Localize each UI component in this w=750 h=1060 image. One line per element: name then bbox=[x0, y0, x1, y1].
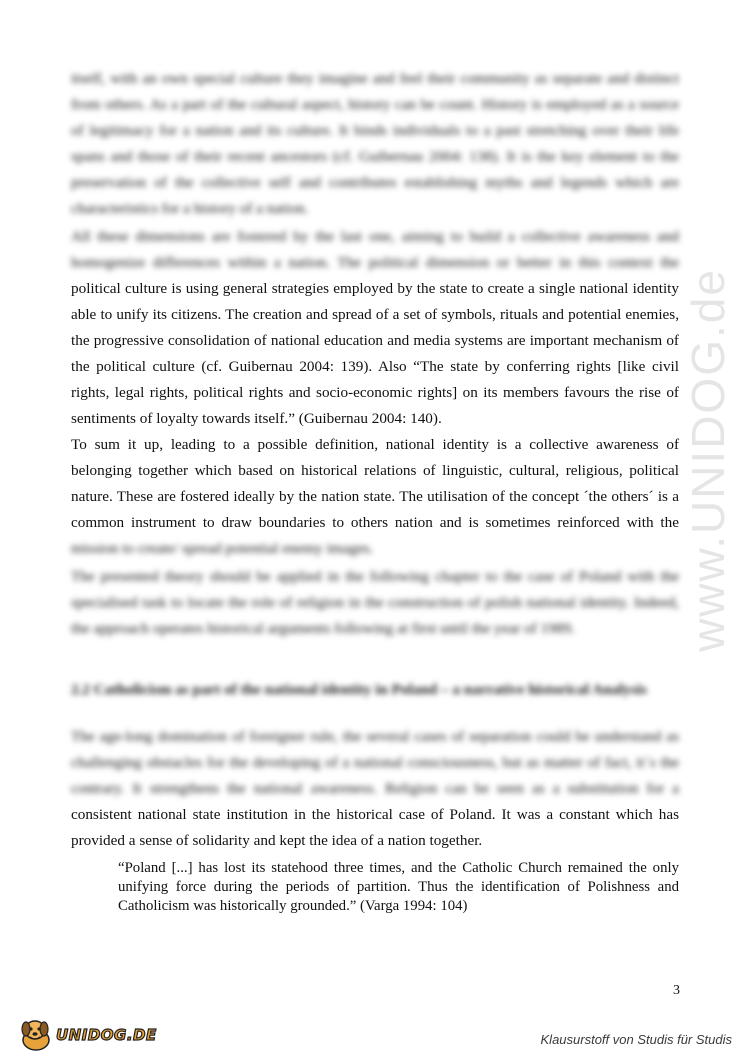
paragraph-political-dimension bbox=[71, 224, 679, 432]
paragraph-summary bbox=[71, 432, 679, 562]
page-number: 3 bbox=[673, 983, 680, 998]
political-culture-text: political culture is using general strategies employed by the state to create a single national identity able to unify its citizens. The creation and spread of a set of symbols, rituals and potential enemies, the progressive consolidation of national education and media systems are important mechanism of the political culture (cf. Guibernau 2004: 139). Also “The state by conferring rights [like civil rights, legal rights, political rights and socio-economic rights] on its members favours the rise of sentiments of loyalty towards itself.” (Guibernau 2004: 140). bbox=[71, 280, 679, 427]
blurred-paragraph-theory: The presented theory should be applied in the following chapter to the case of Poland with the specialised task to locate the role of religion in the construction of polish national identity. Indeed, the approach operates historical arguments following at first until the year of 1989. bbox=[71, 568, 679, 637]
section-heading: 2.2 Catholicism as part of the national identity in Poland – a narrative historical Analysis bbox=[71, 681, 647, 698]
blurred-body-intro: The age-long domination of foreigner rule, the several cases of separation could be understand as challenging obstacles for the developing of a national consciousness, but as matter of fact, it´s the contrary. It strengthens the national awareness. Religion can be seen as a substitution for a bbox=[71, 728, 679, 797]
footer-tagline: Klausurstoff von Studis für Studis bbox=[540, 1032, 732, 1047]
dog-mascot-icon bbox=[16, 1018, 56, 1052]
blurred-paragraph-history: itself, with an own special culture they imagine and feel their community as separate and distinct from others. As a part of the cultural aspect, history can be count. History is employed as a source of legitimacy for a nation and its culture. It binds individuals to a past stretching over their life spans and those of their recent ancestors (cf. Guibernau 2004: 138). It is the key element to the preservation of the collective self and contributes establishing myths and legends which are characteristics for a history of a nation. bbox=[71, 70, 679, 217]
watermark-text: www.UNIDOG.de bbox=[682, 268, 734, 652]
blurred-political-intro: All these dimensions are fostered by the last one, aiming to build a collective awareness and homogenize differences within a nation. The political dimension or better in this context the bbox=[71, 228, 679, 271]
blurred-summary-end: mission to create/ spread potential enemy images. bbox=[71, 540, 374, 557]
unidog-logo[interactable] bbox=[16, 1018, 166, 1052]
block-quote: “Poland [...] has lost its statehood three times, and the Catholic Church remained the only unifying force during the periods of partition. Thus the identification of Polishness and Catholicism was historically grounded.” (Varga 1994: 104) bbox=[118, 860, 679, 914]
summary-text: To sum it up, leading to a possible definition, national identity is a collective awareness of belonging together which based on historical relations of linguistic, cultural, religious, political nature. These are fostered ideally by the nation state. The utilisation of the concept ´the others´ is a common instrument to draw boundaries to others nation and is sometimes reinforced with the bbox=[71, 436, 679, 531]
paragraph-catholicism bbox=[71, 724, 679, 854]
logo-text: UNIDOG.DE bbox=[56, 1026, 157, 1044]
body-text: consistent national state institution in the historical case of Poland. It was a constant which has provided a sense of solidarity and kept the idea of a nation together. bbox=[71, 806, 679, 849]
